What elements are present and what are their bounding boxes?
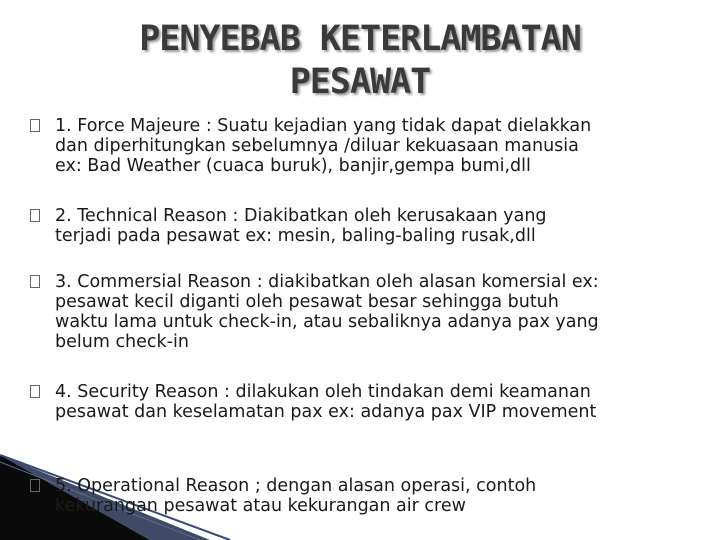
bullet-icon: [30, 119, 40, 132]
bullet-icon: [30, 479, 40, 492]
item-text: 4. Security Reason : dilakukan oleh tindakan demi keamanan pesawat dan keselamatan pax ex: adanya pax VIP movement: [55, 382, 597, 422]
item-text: 1. Force Majeure : Suatu kejadian yang tidak dapat dielakkan dan diperhitungkan sebelumnya /diluar kekuasaan manusia ex: Bad Weather (cuaca buruk), banjir,gempa bumi,dll: [55, 116, 592, 176]
title-line-2: PESAWAT: [289, 62, 431, 102]
item-text: 2. Technical Reason : Diakibatkan oleh kerusakaan yang terjadi pada pesawat ex: mesin, baling-baling rusak,dll: [55, 206, 547, 246]
item-text: 3. Commersial Reason : diakibatkan oleh alasan komersial ex: pesawat kecil diganti oleh pesawat besar sehingga butuh waktu lama untuk check-in, atau sebaliknya adanya pax yang belum check-in: [55, 272, 599, 352]
item-text: 5. Operational Reason ; dengan alasan operasi, contoh kekurangan pesawat atau kekurangan air crew: [55, 476, 537, 516]
bullet-icon: [30, 209, 40, 222]
bullet-icon: [30, 385, 40, 398]
bullet-icon: [30, 275, 40, 288]
title-line-1: PENYEBAB KETERLAMBATAN: [139, 19, 581, 59]
